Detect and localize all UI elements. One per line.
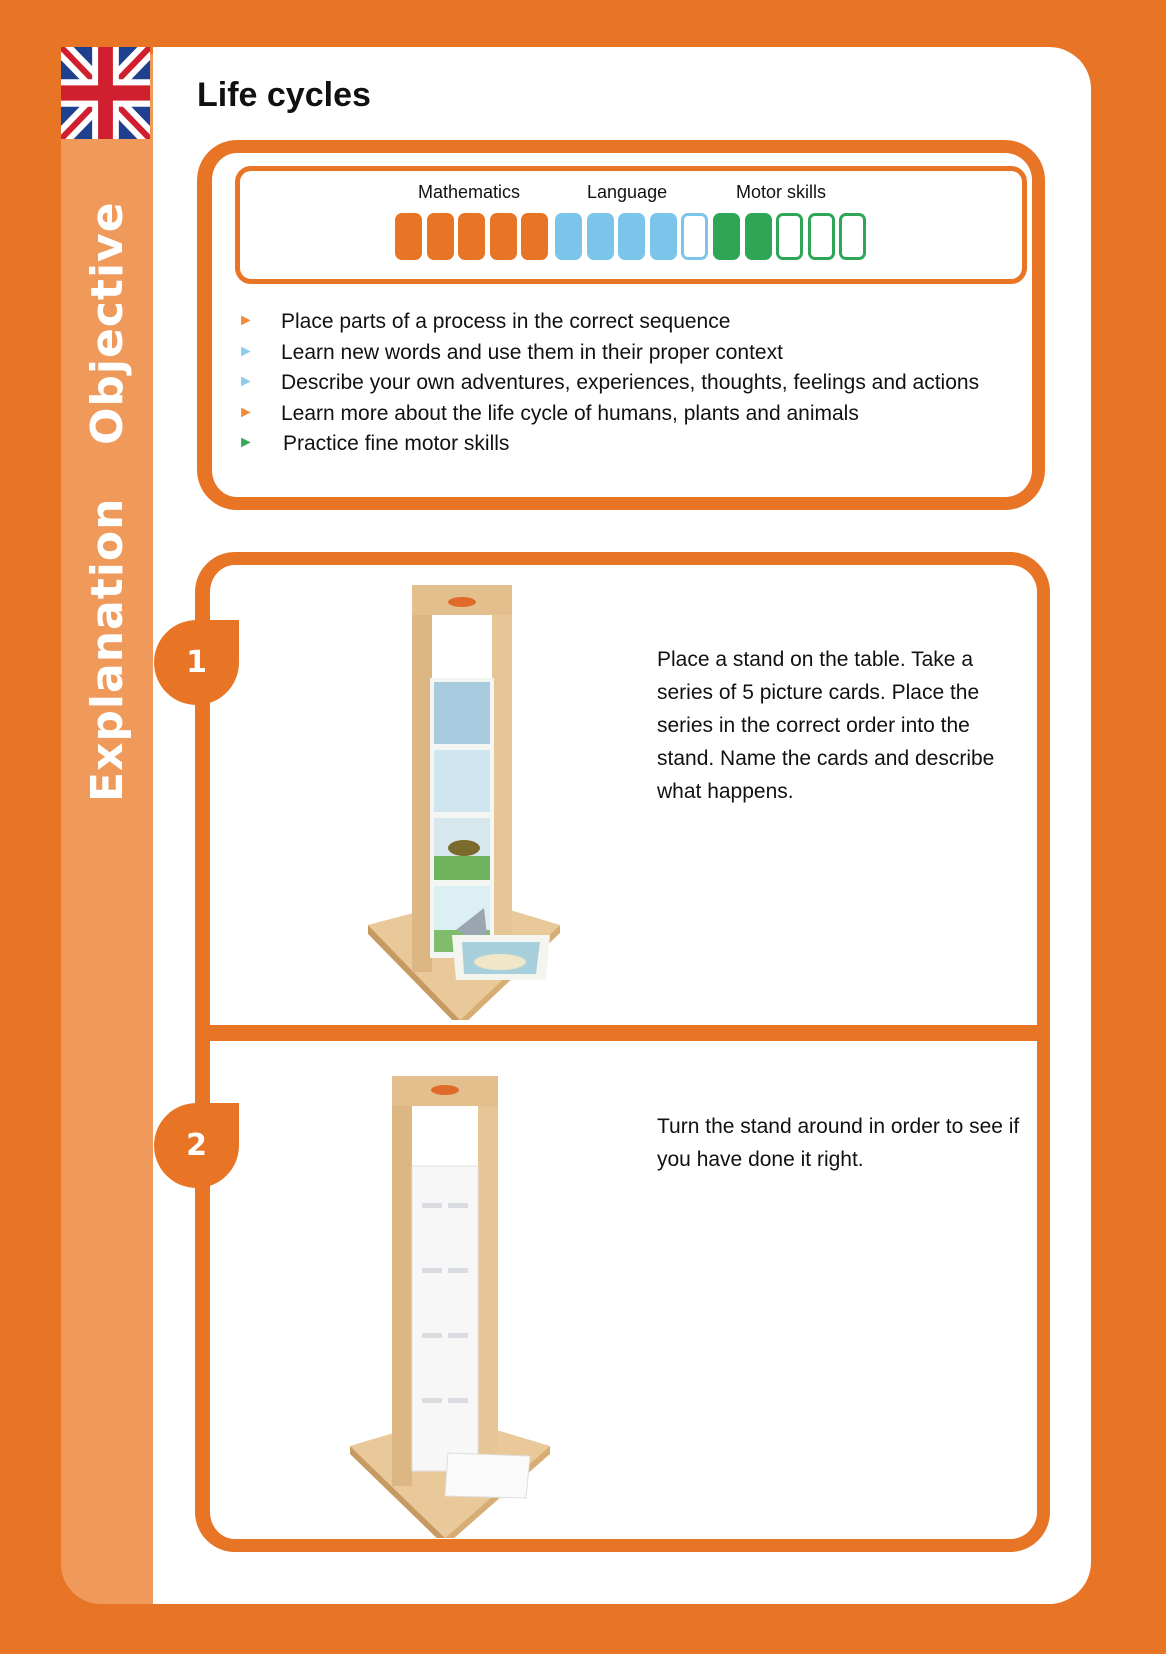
- triangle-bullet-icon: ►: [238, 342, 254, 360]
- skill-label-language: Language: [587, 182, 668, 202]
- skill-cell-motor-skills: [745, 213, 772, 260]
- uk-flag-icon: [61, 47, 150, 139]
- skill-cell-mathematics: [395, 213, 422, 260]
- step-number-2: 2: [154, 1103, 239, 1188]
- step-2-text: Turn the stand around in order to see if you have done it right.: [657, 1115, 1020, 1171]
- objective-label: Objective: [82, 201, 133, 445]
- page-title: Life cycles: [197, 76, 371, 114]
- skill-cell-motor-skills: [839, 213, 866, 260]
- skill-cell-motor-skills: [808, 213, 835, 260]
- step-1-text: Place a stand on the table. Take a series of 5 picture cards. Place the series in the correct order into the stand. Name the cards and describe what happens.: [657, 648, 995, 803]
- triangle-bullet-icon: ►: [238, 312, 254, 329]
- skill-cell-language: [681, 213, 708, 260]
- triangle-bullet-icon: ►: [238, 403, 254, 421]
- skill-cell-motor-skills: [776, 213, 803, 260]
- skill-cell-language: [650, 213, 677, 260]
- skill-cell-language: [555, 213, 582, 260]
- skill-cell-mathematics: [521, 213, 548, 260]
- triangle-bullet-icon: ►: [238, 434, 254, 452]
- triangle-bullet-icon: ►: [238, 373, 254, 391]
- stand-back-image: [350, 1068, 580, 1538]
- stand-with-cards-image: [360, 580, 590, 1020]
- skill-label-motor: Motor skills: [736, 182, 827, 202]
- skill-cell-language: [587, 213, 614, 260]
- skill-cell-motor-skills: [713, 213, 740, 260]
- skill-cell-language: [618, 213, 645, 260]
- skill-cell-mathematics: [490, 213, 517, 260]
- explanation-label: Explanation: [82, 497, 133, 802]
- skill-cell-mathematics: [458, 213, 485, 260]
- step-number-1: 1: [154, 620, 239, 705]
- skill-label-mathematics: Mathematics: [418, 182, 521, 202]
- step-divider: [195, 1025, 1050, 1041]
- skill-cell-mathematics: [427, 213, 454, 260]
